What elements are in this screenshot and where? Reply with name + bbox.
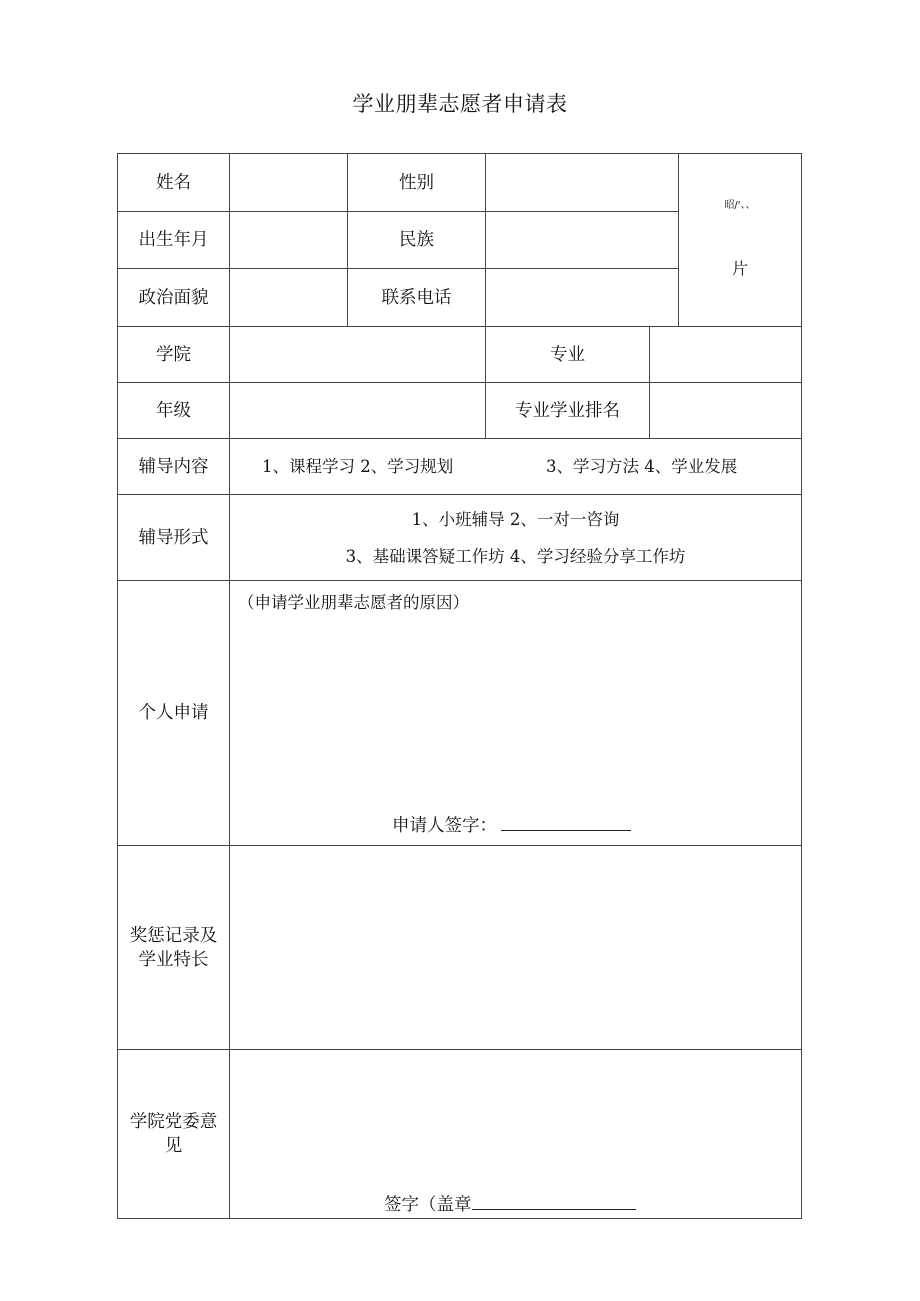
field-opinion[interactable] — [230, 1050, 801, 1180]
applicant-signature-line[interactable] — [501, 813, 631, 831]
label-phone: 联系电话 — [381, 287, 452, 308]
content-option-left: 1、课程学习 2、学习规划 — [262, 456, 454, 476]
field-name[interactable] — [230, 154, 347, 211]
field-political[interactable] — [230, 269, 347, 326]
label-awards — [118, 846, 229, 1049]
label-birth: 出生年月 — [138, 230, 209, 250]
opinion-sign-label: 签字（盖章 — [384, 1195, 472, 1215]
label-opinion-line2: 见 — [164, 1136, 183, 1156]
format-option-line1: 1、小班辅导 2、一对一咨询 — [411, 510, 620, 529]
label-political: 政治面貌 — [138, 287, 209, 308]
field-grade[interactable] — [230, 383, 485, 438]
photo-label-bottom: 片 — [731, 259, 748, 278]
content-option-right: 3、学习方法 4、学业发展 — [546, 456, 738, 476]
format-option-line2: 3、基础课答疑工作坊 4、学习经验分享工作坊 — [345, 547, 686, 566]
field-birth[interactable] — [230, 212, 347, 268]
label-content: 辅导内容 — [138, 456, 209, 477]
label-gender: 性别 — [399, 172, 434, 193]
photo-box[interactable] — [679, 154, 801, 326]
field-ethnicity[interactable] — [486, 212, 678, 268]
label-awards-line2: 学业特长 — [138, 949, 209, 970]
field-ranking[interactable] — [650, 383, 801, 438]
opinion-signature — [384, 1192, 636, 1218]
field-gender[interactable] — [486, 154, 678, 211]
label-opinion — [118, 1050, 229, 1218]
label-awards-line1: 奖惩记录及 — [129, 925, 218, 946]
field-phone[interactable] — [486, 269, 678, 326]
label-grade: 年级 — [156, 400, 191, 421]
label-college: 学院 — [156, 344, 191, 365]
label-opinion-line1: 学院党委意 — [129, 1112, 218, 1132]
applicant-sign-label: 申请人签字： — [392, 816, 497, 836]
application-hint: （申请学业朋辈志愿者的原因） — [238, 593, 469, 612]
table-border-bottom — [117, 1218, 802, 1219]
opinion-signature-line[interactable] — [472, 1192, 636, 1210]
photo-label-top: 昭/'、、 — [724, 200, 756, 211]
field-awards[interactable] — [230, 846, 801, 1049]
field-major[interactable] — [650, 327, 801, 382]
application-text-area[interactable] — [230, 620, 801, 810]
applicant-signature — [392, 813, 631, 839]
label-format: 辅导形式 — [138, 527, 209, 548]
label-major: 专业 — [550, 344, 585, 365]
label-ranking: 专业学业排名 — [515, 400, 620, 421]
form-title: 学业朋辈志愿者申请表 — [352, 92, 568, 116]
label-name: 姓名 — [156, 172, 191, 193]
field-college[interactable] — [230, 327, 485, 382]
label-ethnicity: 民族 — [399, 230, 434, 250]
table-border-right — [801, 153, 802, 1219]
label-application: 个人申请 — [138, 703, 209, 723]
